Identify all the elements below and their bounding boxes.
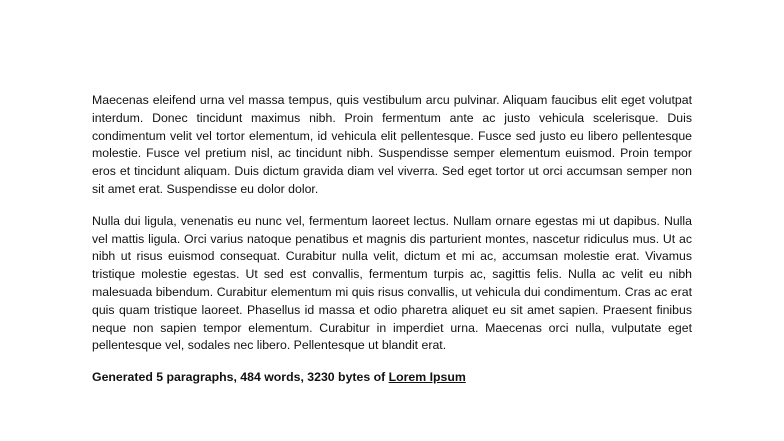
lorem-ipsum-link[interactable]: Lorem Ipsum: [388, 370, 466, 385]
paragraph-1: Maecenas eleifend urna vel massa tempus, quis vestibulum arcu pulvinar. Aliquam faucibus elit eget volutpat interdum. Donec tincidunt maximus nibh. Proin fermentum ante ac justo vehicula scelerisque. Duis condimentum velit vel tortor elementum, id vehicula elit pellentesque. Fusce sed justo eu libero pellentesque molestie. Fusce vel pretium nisl, ac tincidunt nibh. Suspendisse semper elementum euismod. Proin tempor eros et tincidunt aliquam. Duis dictum gravida diam vel viverra. Sed eget tortor ut orci accumsan semper non sit amet erat. Suspendisse eu dolor dolor.: [92, 93, 692, 196]
generated-summary-text: Generated 5 paragraphs, 484 words, 3230 bytes of: [92, 370, 389, 385]
generated-summary: [92, 369, 692, 387]
paragraph-2: Nulla dui ligula, venenatis eu nunc vel, fermentum laoreet lectus. Nullam ornare egestas mi ut dapibus. Nulla vel mattis ligula. Orci varius natoque penatibus et magnis dis parturient montes, nascetur ridiculus mus. Ut ac nibh ut risus euismod consequat. Curabitur nulla velit, dictum et mi ac, accumsan molestie erat. Vivamus tristique molestie egestas. Ut sed est convallis, fermentum turpis ac, sagittis felis. Nulla ac velit eu nibh malesuada bibendum. Curabitur elementum mi quis risus convallis, ut vehicula dui condimentum. Cras ac erat quis quam tristique laoreet. Phasellus id massa et odio pharetra aliquet eu sit amet sapien. Praesent finibus neque non sapien tempor elementum. Curabitur in imperdiet urna. Maecenas orci nulla, vulputate eget pellentesque vel, sodales nec libero. Pellentesque ut blandit erat.: [92, 213, 692, 353]
document-body: [92, 92, 692, 387]
